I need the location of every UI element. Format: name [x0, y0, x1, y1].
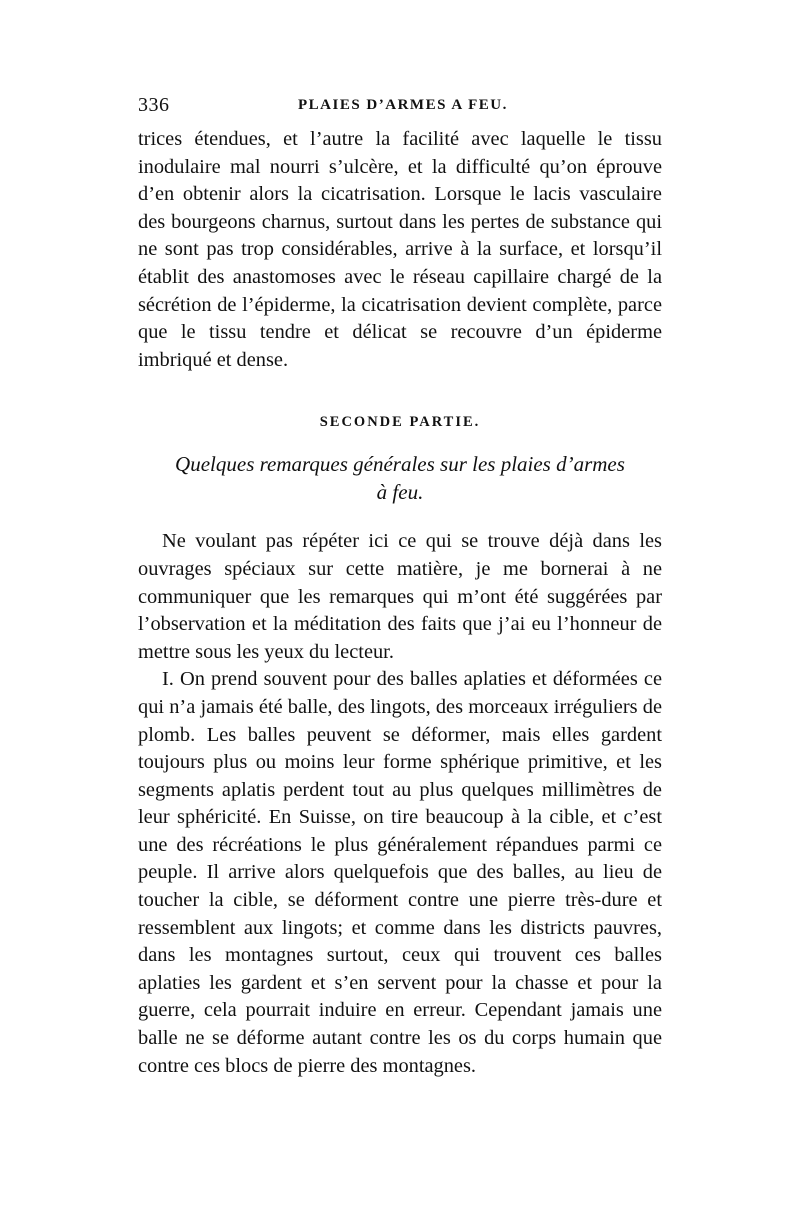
running-title: PLAIES D’ARMES A FEU. — [298, 97, 508, 113]
section-subtitle-line-2: à feu. — [376, 480, 424, 505]
paragraph-intro: Ne voulant pas répéter ici ce qui se trouve déjà dans les ouvrages spéciaux sur cette matière, je me bornerai à ne communiquer que les remarques qui m’ont été suggérées par l’observation et la méditation des faits que j’ai eu l’honneur de mettre sous les yeux du lecteur. — [138, 530, 662, 663]
page-header — [138, 94, 658, 122]
spacer — [138, 506, 662, 528]
section-subtitle-line-1: Quelques remarques générales sur les plaies d’armes — [175, 452, 625, 477]
paragraph-remark-one: I. On prend souvent pour des balles aplaties et déformées ce qui n’a jamais été balle, des lingots, des morceaux irréguliers de plomb. Les balles peuvent se déformer, mais elles gardent toujours plus ou moins leur forme sphérique primitive, et les segments aplatis perdent tout au plus quelques millimètres de leur sphéricité. En Suisse, on tire beaucoup à la cible, et c’est une des récréations le plus généralement répandues parmi ce peuple. Il arrive alors quelquefois que des balles, au lieu de toucher la cible, se déforment contre une pierre très-dure et ressemblent aux lingots; et comme dans les districts pauvres, dans les montagnes surtout, ceux qui trouvent ces balles aplaties les gardent et s’en servent pour la chasse et pour la guerre, cela pourrait induire en erreur. Cependant jamais une balle ne se déforme autant contre les os du corps humain que contre ces blocs de pierre des montagnes. — [138, 668, 662, 1077]
paragraph-continued: trices étendues, et l’autre la facilité avec laquelle le tissu inodulaire mal nourri s’ulcère, et la difficulté qu’on éprouve d’en obtenir alors la cicatrisation. Lorsque le lacis vasculaire des bourgeons charnus, surtout dans les pertes de substance qui ne sont pas trop considérables, arrive à la surface, et lorsqu’il établit des anastomoses avec le réseau capillaire chargé de la sécrétion de l’épiderme, la cicatrisation devient complète, parce que le tissu tendre et délicat se recouvre d’un épiderme imbriqué et dense. — [138, 128, 662, 371]
section-subtitle — [138, 450, 662, 506]
page-number: 336 — [138, 94, 170, 116]
section-heading: SECONDE PARTIE. — [319, 414, 481, 431]
page-body — [138, 126, 662, 1080]
